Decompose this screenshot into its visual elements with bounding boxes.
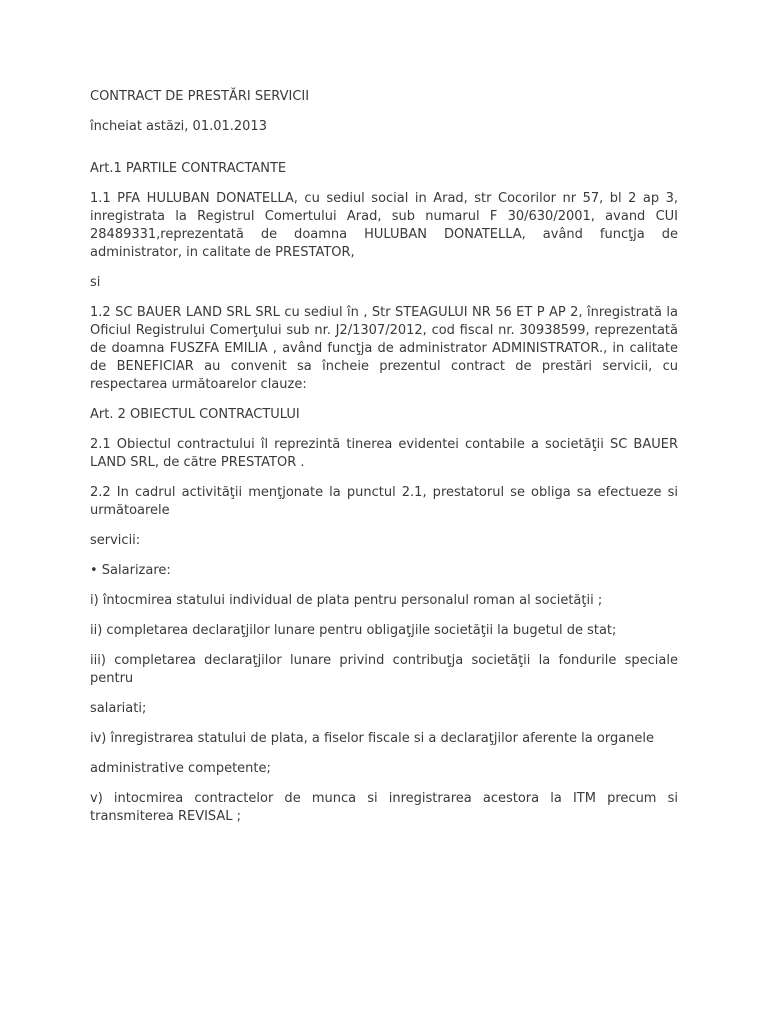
document-body [90,88,678,838]
contract-title: CONTRACT DE PRESTĂRI SERVICII [90,89,310,104]
clause-2-2: 2.2 In cadrul activităţii menţjonate la punctul 2.1, prestatorul se obliga sa efectueze si următoarele [90,485,678,518]
conjunction-si: si [90,275,101,290]
service-item-iii-continued: salariati; [90,701,147,716]
clause-2-1: 2.1 Obiectul contractului îl reprezintă tinerea evidentei contabile a societăţii SC BAUER LAND SRL, de către PRESTATOR . [90,437,678,470]
contract-date: încheiat astăzi, 01.01.2013 [90,119,267,134]
service-item-ii: ii) completarea declaraţjilor lunare pentru obligaţjile societăţii la bugetul de stat; [90,623,617,638]
clause-1-1: 1.1 PFA HULUBAN DONATELLA, cu sediul social in Arad, str Cocorilor nr 57, bl 2 ap 3, inregistrata la Registrul Comertului Arad, sub numarul F 30/630/2001, avand CUI 28489331,reprezentată de doamna HULUBAN DONATELLA, având funcţja de administrator, in calitate de PRESTATOR, [90,191,678,260]
service-item-iii: iii) completarea declaraţjilor lunare privind contribuţja societăţii la fondurile speciale pentru [90,653,678,686]
article-2-heading: Art. 2 OBIECTUL CONTRACTULUI [90,407,300,422]
article-1-heading: Art.1 PARTILE CONTRACTANTE [90,161,287,176]
clause-1-2: 1.2 SC BAUER LAND SRL SRL cu sediul în , Str STEAGULUI NR 56 ET P AP 2, înregistrată la Oficiul Registrului Comerţului sub nr. J2/1307/2012, cod fiscal nr. 30938599, reprezentată de doamna FUSZFA EMILIA , având funcţja de administrator ADMINISTRATOR., in calitate de BENEFICIAR au convenit sa încheie prezentul contract de prestări servicii, cu respectarea următoarelor clauze: [90,305,678,392]
service-item-iv: iv) înregistrarea statului de plata, a fiselor fiscale si a declaraţjilor aferente la organele [90,731,655,746]
service-item-i: i) întocmirea statului individual de plata pentru personalul roman al societăţii ; [90,593,603,608]
services-label: servicii: [90,533,141,548]
service-item-iv-continued: administrative competente; [90,761,271,776]
service-item-v: v) intocmirea contractelor de munca si inregistrarea acestora la ITM precum si transmiterea REVISAL ; [90,791,678,824]
salarizare-bullet: • Salarizare: [90,563,171,578]
